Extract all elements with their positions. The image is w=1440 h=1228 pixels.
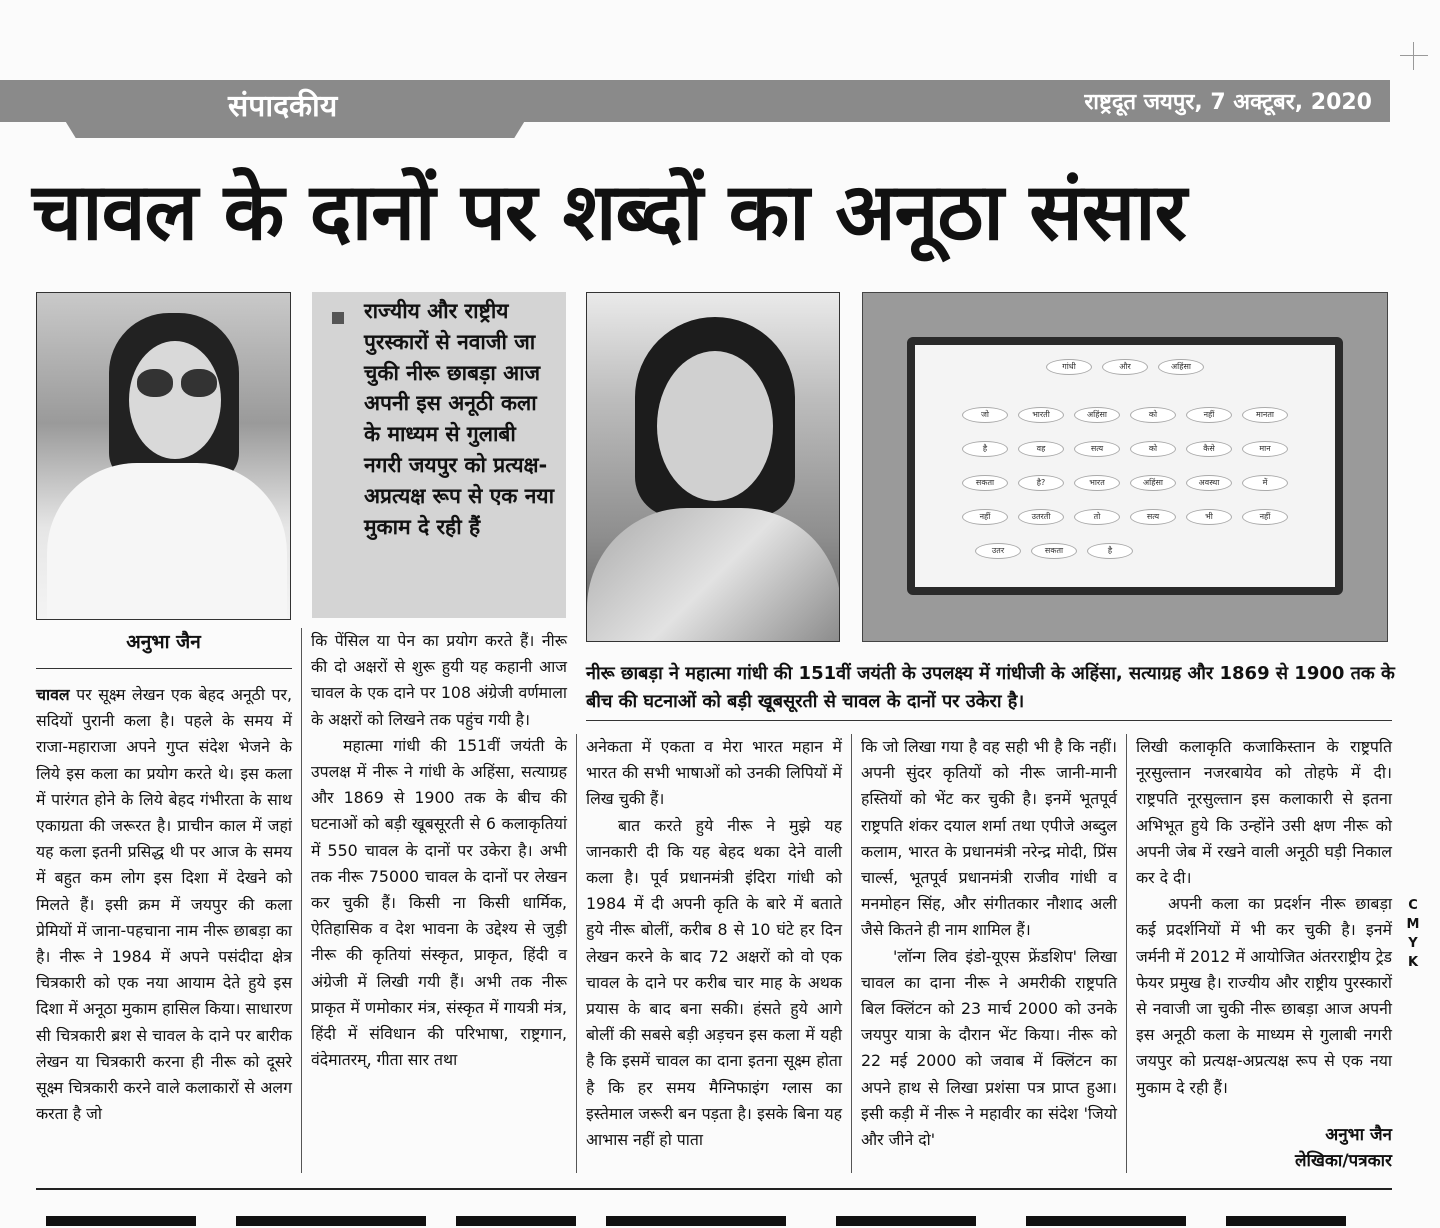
print-mark-y: Y (1408, 936, 1418, 951)
rice-grain-row (915, 509, 1335, 525)
rice-grain: उतरती (1018, 509, 1064, 525)
rice-grain: को (1130, 441, 1176, 457)
pullquote-text: राज्यीय और राष्ट्रीय पुरस्कारों से नवाजी जा चुकी नीरू छाबड़ा आज अपनी इस अनूठी कला के माध्यम से गुलाबी नगरी जयपुर को प्रत्यक्ष-अप्रत्यक्ष रूप से एक नया मुकाम दे रही हैं (364, 299, 555, 539)
rice-grain-row (915, 475, 1335, 491)
print-mark-c: C (1408, 898, 1418, 913)
pullquote-box (312, 292, 566, 618)
column-divider (301, 628, 302, 1173)
rice-art-photo (862, 292, 1388, 642)
column-divider (851, 734, 852, 1173)
square-bullet-icon (332, 312, 344, 324)
photo-caption: नीरू छाबड़ा ने महात्मा गांधी की 151वीं जयंती के उपलक्ष्य में गांधीजी के अहिंसा, सत्याग्रह और 1869 से 1900 तक के बीच की घटनाओं को बड़ी खूबसूरती से चावल के दानों पर उकेरा है। (586, 663, 1395, 712)
dateline: राष्ट्रदूत जयपुर, 7 अक्टूबर, 2020 (1084, 90, 1372, 115)
photo-coat (47, 463, 287, 620)
column-rule (586, 720, 1392, 721)
dropcap-lead: चावल (36, 685, 70, 704)
rice-grain: अवस्था (1186, 475, 1232, 491)
rice-grain: मानता (1242, 407, 1288, 423)
article-paragraph: बात करते हुये नीरू ने मुझे यह जानकारी दी कि यह बेहद थका देने वाली कला है। पूर्व प्रधानमंत्री इंदिरा गांधी को 1984 में दी अपनी कृति के बारे में बताते हुये नीरू बोलीं, करीब 8 से 10 घंटे हर दिन लेखन करने के बाद 72 अक्षरों को वो एक चावल के दाने पर करीब चार माह के अथक प्रयास के बाद बना सकी। हंसते हुये आगे बोलीं की सबसे बड़ी अड़चन इस कला में यही है कि इसमें चावल का दाना इतना सूक्ष्म होता है कि हर समय मैग्निफाइंग ग्लास का इस्तेमाल जरूरी बन पड़ता है। इसके बिना यह आभास नहीं हो पाता (586, 815, 842, 1150)
column-divider (576, 734, 577, 1173)
article-paragraph: महात्मा गांधी की 151वीं जयंती के उपलक्ष में नीरू ने गांधी के अहिंसा, सत्याग्रह और 1869 से 1900 तक के बीच की घटनाओं को बड़ी खूबसूरती से 6 कलाकृतियां में 550 चावल के दानों पर उकेरा है। अभी तक नीरू 75000 चावल के दानों पर लेखन कर चुकी हैं। किसी ना किसी धार्मिक, ऐतिहासिक व देश भावना के उद्देश्य से जुड़ी नीरू की कृतियां संस्कृत, प्राकृत, हिंदी व अंग्रेजी में लिखी गयी हैं। अभी तक नीरू प्राकृत में णमोकार मंत्र, संस्कृत में गायत्री मंत्र, हिंदी में संविधान की परिभाषा, राष्ट्रगान, वंदेमातरम्, गीता सार तथा (311, 735, 567, 1070)
cmyk-print-marks (1406, 896, 1420, 972)
signature-role: लेखिका/पत्रकार (1295, 1151, 1392, 1171)
article-paragraph: अनेकता में एकता व मेरा भारत महान में भारत की सभी भाषाओं को उनकी लिपियों में लिख चुकी हैं। (586, 737, 842, 809)
print-mark-k: K (1407, 955, 1419, 970)
artist-photo (586, 292, 840, 642)
rice-grain: अहिंसा (1158, 359, 1204, 375)
article-paragraph: कि पेंसिल या पेन का प्रयोग करते हैं। नीरू की दो अक्षरों से शुरू हुयी यह कहानी आज चावल के एक दाने पर 108 अंग्रेजी वर्णमाला के अक्षरों को लिखने तक पहुंच गयी है। (311, 631, 567, 729)
rice-grain: सत्य (1130, 509, 1176, 525)
rice-grain: उतर (975, 543, 1021, 559)
rice-grain: को (1130, 407, 1176, 423)
article-column-1 (36, 682, 292, 1127)
article-paragraph: 'लॉन्ग लिव इंडो-यूएस फ्रेंडशिप' लिखा चावल का दाना नीरू ने अमरीकी राष्ट्रपति बिल क्लिंटन को 23 मार्च 2000 को उनके जयपुर यात्रा के दौरान भेंट किया। नीरू को 22 मई 2000 को जवाब में क्लिंटन का अपने हाथ से लिखा प्रशंसा पत्र प्राप्त हुआ। इसी कड़ी में नीरू ने महावीर का संदेश 'जियो और जीने दो' (861, 946, 1117, 1150)
section-label: संपादकीय (228, 89, 338, 124)
article-column-3 (586, 734, 842, 1153)
author-photo (36, 292, 291, 620)
rice-grain: वह (1018, 441, 1064, 457)
registration-crosshair-icon (1400, 42, 1428, 70)
rice-grain: में (1242, 475, 1288, 491)
article-column-2 (311, 628, 567, 1073)
column-rule (36, 668, 292, 669)
rice-grain-row (915, 543, 1335, 559)
author-signature (1136, 1122, 1392, 1174)
rice-grain: नहीं (1242, 509, 1288, 525)
rice-grain: कैसे (1186, 441, 1232, 457)
page-bottom-rule (36, 1188, 1392, 1190)
photo-face (129, 341, 221, 459)
rice-grain: भी (1186, 509, 1232, 525)
photo-face (657, 351, 773, 501)
article-column-5 (1136, 734, 1392, 1101)
rice-grain: भारती (1018, 407, 1064, 423)
rice-grain: सकता (962, 475, 1008, 491)
headline: चावल के दानों पर शब्दों का अनूठा संसार (32, 166, 1186, 258)
rice-grain: सकता (1031, 543, 1077, 559)
rice-grain: नहीं (962, 509, 1008, 525)
rice-grain-row (915, 407, 1335, 423)
article-text: पर सूक्ष्म लेखन एक बेहद अनूठी पर, सदियों पुरानी कला है। पहले के समय में राजा-महाराजा अपने गुप्त संदेश भेजने के लिये इस कला का प्रयोग करते थे। इस कला में पारंगत होने के लिये बेहद गंभीरता के साथ एकाग्रता की जरूरत है। प्राचीन काल में जहां यह कला इतनी प्रसिद्ध थी पर आज के समय में बहुत कम लोग इस दिशा में देखने को मिलते हैं। इसी क्रम में जयपुर की कला प्रेमियों में जाना-पहचाना नाम नीरू छाबड़ा का है। नीरू ने 1984 में अपने पसंदीदा क्षेत्र चित्रकारी को एक नया आयाम देते हुये इस दिशा में अनूठा मुकाम हासिल किया। साधारण सी चित्रकारी ब्रश से चावल के दाने पर बारीक लेखन या चित्रकारी करना ही नीरू को दूसरे सूक्ष्म चित्रकारी करने वाले कलाकारों से अलग करता है जो (36, 685, 292, 1124)
rice-grain-row (915, 441, 1335, 457)
rice-grain: है (1087, 543, 1133, 559)
rice-grain: और (1102, 359, 1148, 375)
signature-name: अनुभा जैन (1325, 1125, 1392, 1145)
rice-grain: गांधी (1046, 359, 1092, 375)
column-divider (1126, 734, 1127, 1173)
rice-grain: तो (1074, 509, 1120, 525)
rice-grain-row (915, 359, 1335, 375)
article-column-4 (861, 734, 1117, 1153)
rice-grain: भारत (1074, 475, 1120, 491)
article-paragraph: अपनी कला का प्रदर्शन नीरू छाबड़ा कई प्रदर्शनियों में भी कर चुकी है। इनमें जर्मनी में 2012 में आयोजित अंतरराष्ट्रीय ट्रेड फेयर प्रमुख है। राज्यीय और राष्ट्रीय पुरस्कारों से नवाजी जा चुकी नीरू छाबड़ा आज अपनी इस अनूठी कला के माध्यम से गुलाबी नगरी जयपुर को प्रत्यक्ष-अप्रत्यक्ष रूप से एक नया मुकाम दे रही हैं। (1136, 894, 1392, 1097)
photo-saree (587, 508, 840, 642)
next-article-headline-cropped (36, 1202, 1392, 1228)
article-paragraph: लिखी कलाकृति कजाकिस्तान के राष्ट्रपति नूरसुल्तान नजरबायेव को तोहफे में दी। राष्ट्रपति नूरसुल्तान इस कलाकारी से इतना अभिभूत हुये कि उन्होंने उसी क्षण नीरू को अपनी जेब में रखने वाली अनूठी घड़ी निकाल कर दे दी। (1136, 737, 1392, 888)
sunglasses-icon (137, 369, 217, 399)
rice-grain: है? (1018, 475, 1064, 491)
photo-byline: अनुभा जैन (126, 631, 201, 653)
rice-grain: जो (962, 407, 1008, 423)
rice-grain: मान (1242, 441, 1288, 457)
rice-grain: अहिंसा (1074, 407, 1120, 423)
rice-grain: सत्य (1074, 441, 1120, 457)
print-mark-m: M (1406, 917, 1420, 932)
rice-art-panel (907, 337, 1343, 595)
rice-grain: नहीं (1186, 407, 1232, 423)
rice-grain: है (962, 441, 1008, 457)
rice-grain: अहिंसा (1130, 475, 1176, 491)
article-paragraph: कि जो लिखा गया है वह सही भी है कि नहीं। अपनी सुंदर कृतियों को नीरू जानी-मानी हस्तियों को भेंट कर चुकी है। इनमें भूतपूर्व राष्ट्रपति शंकर दयाल शर्मा तथा एपीजे अब्दुल कलाम, भारत के प्रधानमंत्री नरेन्द्र मोदी, प्रिंस चार्ल्स, भूतपूर्व प्रधानमंत्री राजीव गांधी व मनमोहन सिंह, और संगीतकार नौशाद अली जैसे कितने ही नाम शामिल हैं। (861, 737, 1117, 940)
